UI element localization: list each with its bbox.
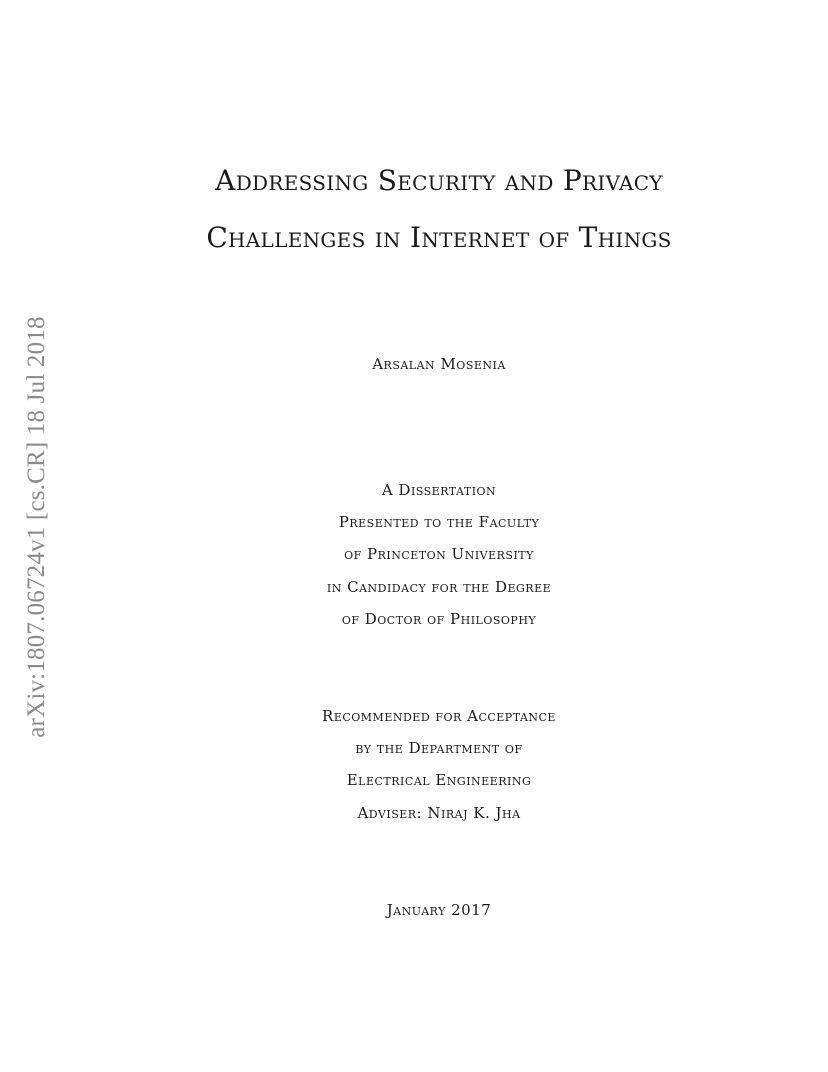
dissertation-line: Presented to the Faculty [338, 513, 540, 531]
title-line-2: Challenges in Internet of Things [206, 221, 672, 254]
dissertation-line: in Candidacy for the Degree [326, 578, 552, 596]
adviser-line: Adviser: Niraj K. Jha [357, 804, 521, 822]
title-line-1: Addressing Security and Privacy [215, 164, 663, 197]
recommendation-line: by the Department of [355, 739, 523, 757]
author-name: Arsalan Mosenia [372, 355, 506, 373]
dissertation-line: of Princeton University [344, 545, 534, 563]
dissertation-line: A Dissertation [381, 481, 497, 499]
dissertation-line: of Doctor of Philosophy [341, 610, 537, 628]
arxiv-identifier-stamp: arXiv:1807.06724v1 [cs.CR] 18 Jul 2018 [23, 316, 50, 738]
submission-date: January 2017 [386, 901, 492, 919]
recommendation-line: Recommended for Acceptance [322, 707, 556, 725]
recommendation-line: Electrical Engineering [346, 771, 532, 789]
